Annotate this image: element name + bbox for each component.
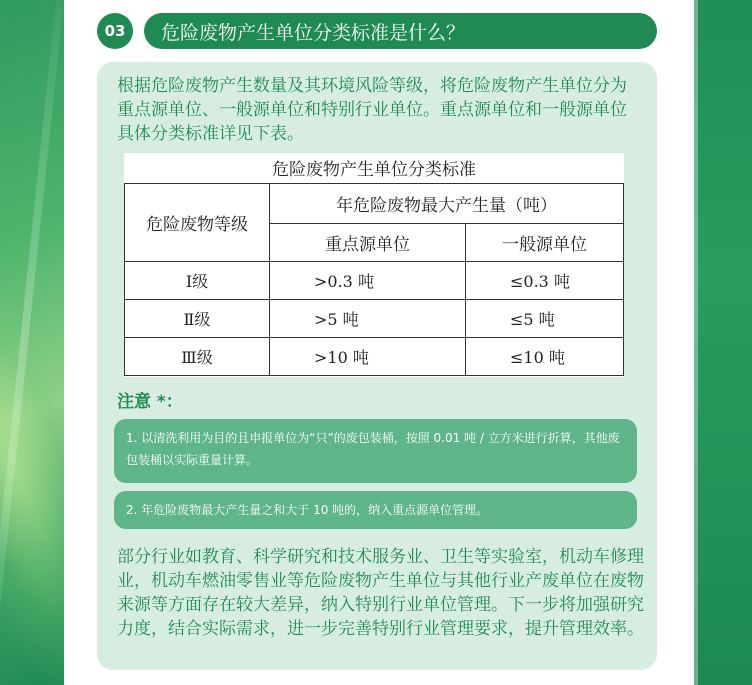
general-source-cell: ≤5 吨 (466, 299, 624, 337)
amount-header: 年危险废物最大产生量（吨） (270, 183, 624, 223)
left-decorative-background (0, 0, 64, 685)
table-row (125, 337, 624, 375)
table-title: 危险废物产生单位分类标准 (125, 153, 624, 183)
note-item: 2. 年危险废物最大产生量之和大于 10 吨的，纳入重点源单位管理。 (114, 491, 637, 529)
key-source-cell: >0.3 吨 (270, 261, 466, 299)
grade-cell: Ⅰ级 (125, 261, 270, 299)
key-source-header: 重点源单位 (270, 223, 466, 261)
section-header (97, 13, 657, 49)
table-row (125, 261, 624, 299)
notes-title: 注意 *： (117, 392, 183, 412)
key-source-cell: >5 吨 (270, 299, 466, 337)
right-decorative-background (694, 0, 752, 685)
grade-header: 危险废物等级 (125, 183, 270, 261)
section-number-badge: 03 (97, 13, 133, 49)
general-source-cell: ≤0.3 吨 (466, 261, 624, 299)
grade-cell: Ⅲ级 (125, 337, 270, 375)
classification-table (124, 153, 624, 377)
note-item: 1. 以清洗利用为目的且申报单位为“只”的废包装桶，按照 0.01 吨 / 立方米进行折算，其他废包装桶以实际重量计算。 (114, 419, 637, 483)
section-title: 危险废物产生单位分类标准是什么？ (144, 13, 657, 49)
intro-paragraph: 根据危险废物产生数量及其环境风险等级，将危险废物产生单位分为重点源单位、一般源单位和特别行业单位。重点源单位和一般源单位具体分类标准详见下表。 (117, 76, 627, 144)
key-source-cell: >10 吨 (270, 337, 466, 375)
grade-cell: Ⅱ级 (125, 299, 270, 337)
table-row (125, 299, 624, 337)
content-card (97, 62, 657, 670)
general-source-cell: ≤10 吨 (466, 337, 624, 375)
outro-paragraph: 部分行业如教育、科学研究和技术服务业、卫生等实验室，机动车修理业，机动车燃油零售业等危险废物产生单位与其他行业产废单位在废物来源等方面存在较大差异，纳入特别行业单位管理。下一步将加强研究力度，结合实际需求，进一步完善特别行业管理要求，提升管理效率。 (117, 547, 644, 639)
general-source-header: 一般源单位 (466, 223, 624, 261)
